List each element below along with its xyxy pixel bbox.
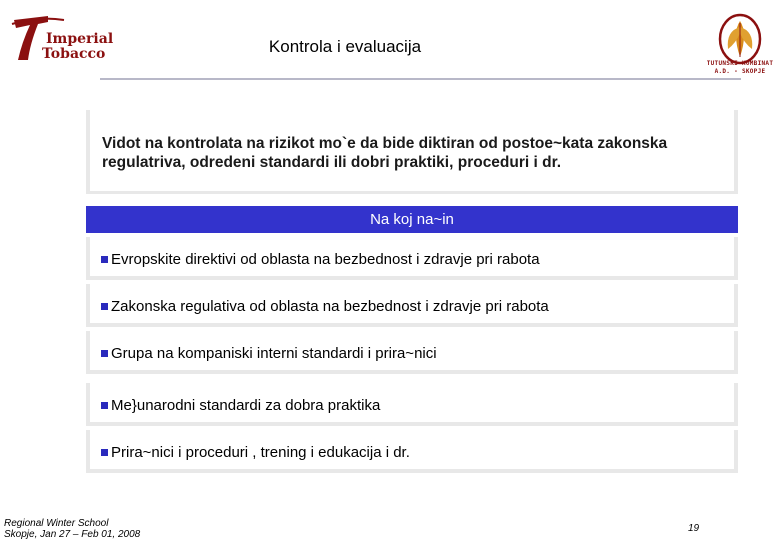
square-bullet-icon [101, 303, 108, 310]
svg-text:Tobacco: Tobacco [42, 46, 106, 62]
section-heading-bar [86, 206, 738, 233]
list-item-label: Prira~nici i proceduri , trening i edukacija i dr. [111, 444, 410, 461]
page-number: 19 [688, 523, 700, 534]
footer-line-2: Skopje, Jan 27 – Feb 01, 2008 [4, 529, 141, 540]
list-item-label: Grupa na kompaniski interni standardi i prira~nici [111, 345, 437, 362]
list-item-label: Zakonska regulativa od oblasta na bezbednost i zdravje pri rabota [111, 298, 549, 315]
page-title: Kontrola i evaluacija [268, 37, 422, 56]
list-item-label: Evropskite direktivi od oblasta na bezbednost i zdravje pri rabota [111, 251, 540, 268]
imperial-tobacco-logo [8, 14, 113, 64]
list-item [86, 383, 738, 426]
header-rule [100, 78, 741, 80]
tutunski-kombinat-caption: TUTUNSKI KOMBINAT A.D. - SKOPJE [706, 60, 774, 75]
list-item [86, 237, 738, 280]
square-bullet-icon [101, 402, 108, 409]
footer-line-1: Regional Winter School [4, 518, 109, 529]
list-item [86, 331, 738, 374]
section-heading: Na koj na~in [370, 211, 454, 228]
list-item-label: Me}unarodni standardi za dobra praktika [111, 397, 381, 414]
square-bullet-icon [101, 449, 108, 456]
list-item [86, 430, 738, 473]
list-item [86, 284, 738, 327]
intro-box [86, 110, 738, 194]
footer-text [4, 518, 140, 540]
svg-text:Imperial: Imperial [46, 31, 113, 47]
square-bullet-icon [101, 256, 108, 263]
intro-text: Vidot na kontrolata na rizikot mo`e da bide diktiran od postoe~kata zakonska regulatriva, odredeni standardi ili dobri praktiki, proceduri i dr. [102, 135, 668, 171]
square-bullet-icon [101, 350, 108, 357]
